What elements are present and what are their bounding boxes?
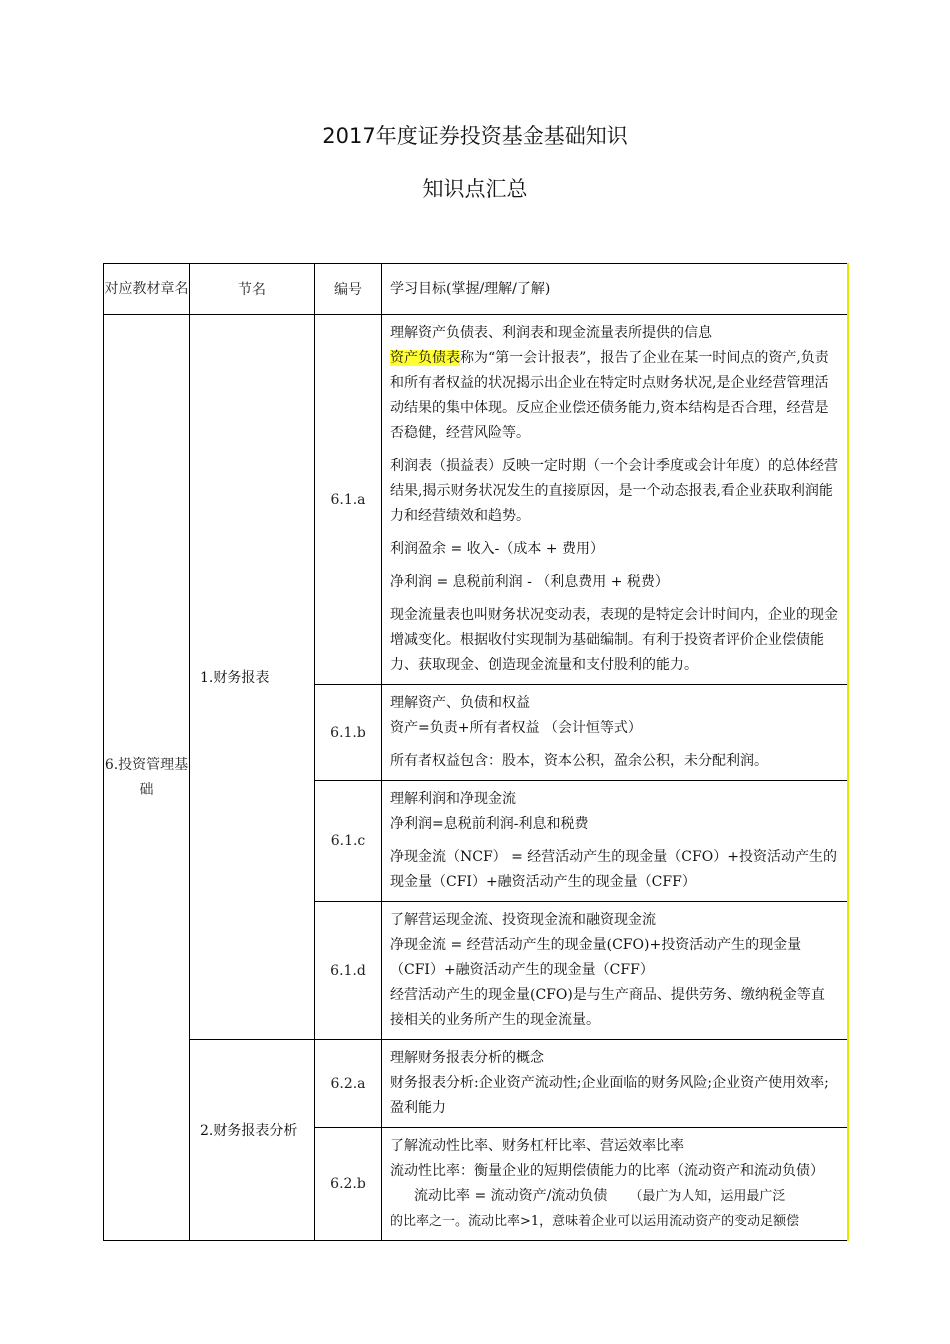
document-title: 2017年度证券投资基金基础知识 — [322, 124, 628, 148]
formula-text: 净现金流 = 经营活动产生的现金量(CFO)+投资活动产生的现金量（CFI）+融资活动产生的现金量（CFF） — [390, 937, 802, 978]
code-cell: 6.1.d — [315, 902, 382, 1040]
code-cell: 6.1.c — [315, 781, 382, 902]
objective-cell — [382, 685, 848, 781]
knowledge-table — [103, 263, 849, 1241]
table-row — [104, 1040, 848, 1128]
highlighted-term: 资产负债表 — [390, 350, 460, 366]
formula-text: 资产=负责+所有者权益 （会计恒等式） — [390, 720, 642, 736]
table-header-row — [104, 264, 848, 315]
header-chapter: 对应教材章名 — [104, 264, 190, 315]
section-label: 2.财务报表分析 — [200, 1123, 298, 1139]
objective-heading: 理解利润和净现金流 — [390, 791, 516, 807]
objective-text: 利润表（损益表）反映一定时期（一个会计季度或会计年度）的总体经营结果,揭示财务状况发生的直接原因，是一个动态报表,看企业获取利润能力和经营绩效和趋势。 — [390, 458, 838, 524]
formula-text: 流动比率 = 流动资产/流动负债 （最广为人知，运用最广泛 — [414, 1188, 786, 1204]
objective-cell — [382, 1128, 848, 1241]
objective-heading: 理解资产负债表、利润表和现金流量表所提供的信息 — [390, 325, 712, 341]
objective-cell — [382, 902, 848, 1040]
code-cell: 6.1.a — [315, 315, 382, 685]
formula-text: 净利润 = 息税前利润 - （利息费用 + 税费） — [390, 574, 669, 590]
objective-text: 所有者权益包含：股本，资本公积，盈余公积，未分配利润。 — [390, 753, 768, 769]
code-cell: 6.2.a — [315, 1040, 382, 1128]
objective-text: 流动性比率：衡量企业的短期偿债能力的比率（流动资产和流动负债） — [390, 1163, 824, 1179]
objective-text: 资产负债表称为“第一会计报表”，报告了企业在某一时间点的资产,负责和所有者权益的状况揭示出企业在特定时点财务状况,是企业经营管理活动结果的集中体现。反应企业偿还债务能力,资本结构是否合理，经营是否稳健，经营风险等。 — [390, 350, 829, 441]
chapter-cell: 6.投资管理基础 — [104, 315, 190, 1241]
header-section: 节名 — [190, 264, 315, 315]
objective-text: 经营活动产生的现金量(CFO)是与生产商品、提供劳务、缴纳税金等直接相关的业务所产生的现金流量。 — [390, 987, 825, 1028]
objective-text: 现金流量表也叫财务状况变动表，表现的是特定会计时间内，企业的现金增减变化。根据收付实现制为基础编制。有利于投资者评价企业偿债能力、获取现金、创造现金流量和支付股利的能力。 — [390, 607, 838, 673]
section-cell-2 — [190, 1040, 315, 1241]
objective-text: 财务报表分析:企业资产流动性;企业面临的财务风险;企业资产使用效率;盈利能力 — [390, 1075, 829, 1116]
formula-text: 净现金流（NCF） = 经营活动产生的现金量（CFO）+投资活动产生的现金量（CFI）+融资活动产生的现金量（CFF） — [390, 849, 837, 890]
objective-heading: 理解财务报表分析的概念 — [390, 1050, 544, 1066]
formula-text: 净利润=息税前利润-利息和税费 — [390, 816, 589, 832]
objective-cell — [382, 781, 848, 902]
document-subtitle: 知识点汇总 — [422, 177, 528, 201]
objective-cell — [382, 1040, 848, 1128]
code-cell: 6.1.b — [315, 685, 382, 781]
objective-heading: 理解资产、负债和权益 — [390, 695, 530, 711]
objective-heading: 了解营运现金流、投资现金流和融资现金流 — [390, 912, 656, 928]
header-code: 编号 — [315, 264, 382, 315]
objective-text: 的比率之一。流动比率>1，意味着企业可以运用流动资产的变动足额偿 — [390, 1214, 800, 1229]
objective-cell — [382, 315, 848, 685]
table-row — [104, 315, 848, 685]
formula-text: 利润盈余 = 收入-（成本 + 费用） — [390, 541, 604, 557]
header-objective: 学习目标(掌握/理解/了解) — [382, 264, 848, 315]
code-cell: 6.2.b — [315, 1128, 382, 1241]
section-cell-1: 1.财务报表 — [190, 315, 315, 1040]
objective-heading: 了解流动性比率、财务杠杆比率、营运效率比率 — [390, 1138, 684, 1154]
